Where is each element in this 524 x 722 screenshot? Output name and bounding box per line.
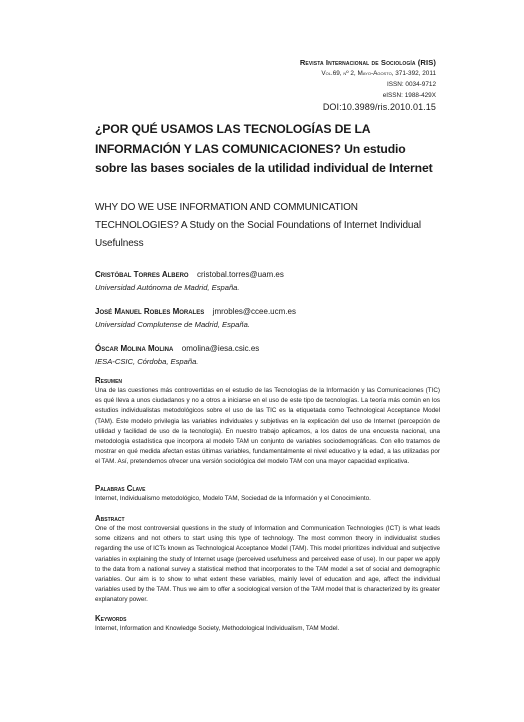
author-block — [95, 303, 440, 331]
title-spanish — [95, 120, 440, 179]
abstract-section — [95, 514, 440, 606]
keywords-text: Internet, Information and Knowledge Society, Methodological Individualism, TAM Model. — [95, 625, 340, 632]
author-affiliation: Universidad Complutense de Madrid, España. — [95, 320, 250, 329]
author-block — [95, 340, 440, 368]
journal-doi: DOI:10.3989/ris.2010.01.15 — [322, 102, 436, 112]
palabras-clave-heading: Palabras Clave — [95, 484, 146, 493]
author-affiliation: IESA-CSIC, Córdoba, España. — [95, 357, 199, 366]
author-affiliation: Universidad Autónoma de Madrid, España. — [95, 283, 240, 292]
title-spanish-subtitle: Un estudio sobre las bases sociales de la utilidad individual de Internet — [95, 141, 433, 175]
abstract-text: One of the most controversial questions in the study of Information and Communication Technologies (ICT) is what leads some citizens and not others to start using this type of technology. The most common theory in individualist studies regarding the use of ICTs known as Technological Acceptance Model (TAM). This model prioritizes individual and subjective variables in explaining the study of Internet usage (perceived usefulness and perceived ease of use). In our paper we apply to the data from a national survey a statistical method that incorporates to the TAM model a set of social and demographic variables. Our aim is to show to what extent these variables, mainly level of education and age, affect the individual variables used by the TAM. Thus we aim to offer a sociological version of the TAM model that is characterized by its greater explanatory power. — [95, 525, 440, 604]
keywords-section — [95, 614, 440, 634]
author-block — [95, 266, 440, 294]
title-spanish-main: ¿POR QUÉ USAMOS LAS TECNOLOGÍAS DE LA INFORMACIÓN Y LAS COMUNICACIONES? — [95, 122, 371, 156]
author-name: Cristóbal Torres Albero — [95, 270, 189, 279]
resumen-section — [95, 376, 440, 468]
journal-name: Revista Internacional de Sociología (RIS) — [299, 58, 436, 67]
author-name: Óscar Molina Molina — [95, 344, 174, 353]
palabras-clave-section — [95, 484, 440, 504]
author-email[interactable]: omolina@iesa.csic.es — [181, 344, 260, 353]
journal-volume: Vol.69, nº 2, Mayo-Agosto, 371-392, 2011 — [321, 70, 436, 77]
author-email[interactable]: jmrobles@ccee.ucm.es — [212, 307, 296, 316]
journal-header — [300, 57, 436, 113]
author-name: José Manuel Robles Morales — [95, 307, 205, 316]
keywords-heading: Keywords — [95, 614, 127, 623]
title-english: WHY DO WE USE INFORMATION AND COMMUNICATION TECHNOLOGIES? A Study on the Social Foundations of Internet Individual Usefulness — [95, 202, 421, 249]
palabras-clave-text: Internet, Individualismo metodológico, Modelo TAM, Sociedad de la Información y el Conocimiento. — [95, 495, 371, 502]
resumen-heading: Resumen — [95, 376, 123, 385]
journal-issn: ISSN: 0034-9712 — [386, 81, 436, 88]
abstract-heading: Abstract — [95, 514, 125, 523]
journal-eissn: eISSN: 1988-429X — [382, 92, 436, 99]
author-email[interactable]: cristobal.torres@uam.es — [197, 270, 284, 279]
resumen-text: Una de las cuestiones más controvertidas en el estudio de las Tecnologías de la Información y las Comunicaciones (TIC) es qué lleva a unos ciudadanos y no a otros a iniciarse en el uso de este tipo de tecnologías. La teoría más común en los estudios individualistas metodológicos sobre el uso de las TIC es la etiquetada como Technological Acceptance Model (TAM). Este modelo privilegia las variables individuales y subjetivas en la explicación del uso de Internet (percepción de utilidad y facilidad de uso de la tecnología). En nuestro trabajo aplicamos, a los datos de una encuesta nacional, una metodología estadística que incorpora al modelo TAM un conjunto de variables sociodemográficas. Con ello tratamos de mostrar en qué medida afectan estas últimas variables, fundamentalmente el nivel educativo y la edad, a las utilizadas por el TAM. Así, pretendemos ofrecer una versión sociológica del modelo TAM con una mayor capacidad explicativa. — [95, 387, 440, 466]
